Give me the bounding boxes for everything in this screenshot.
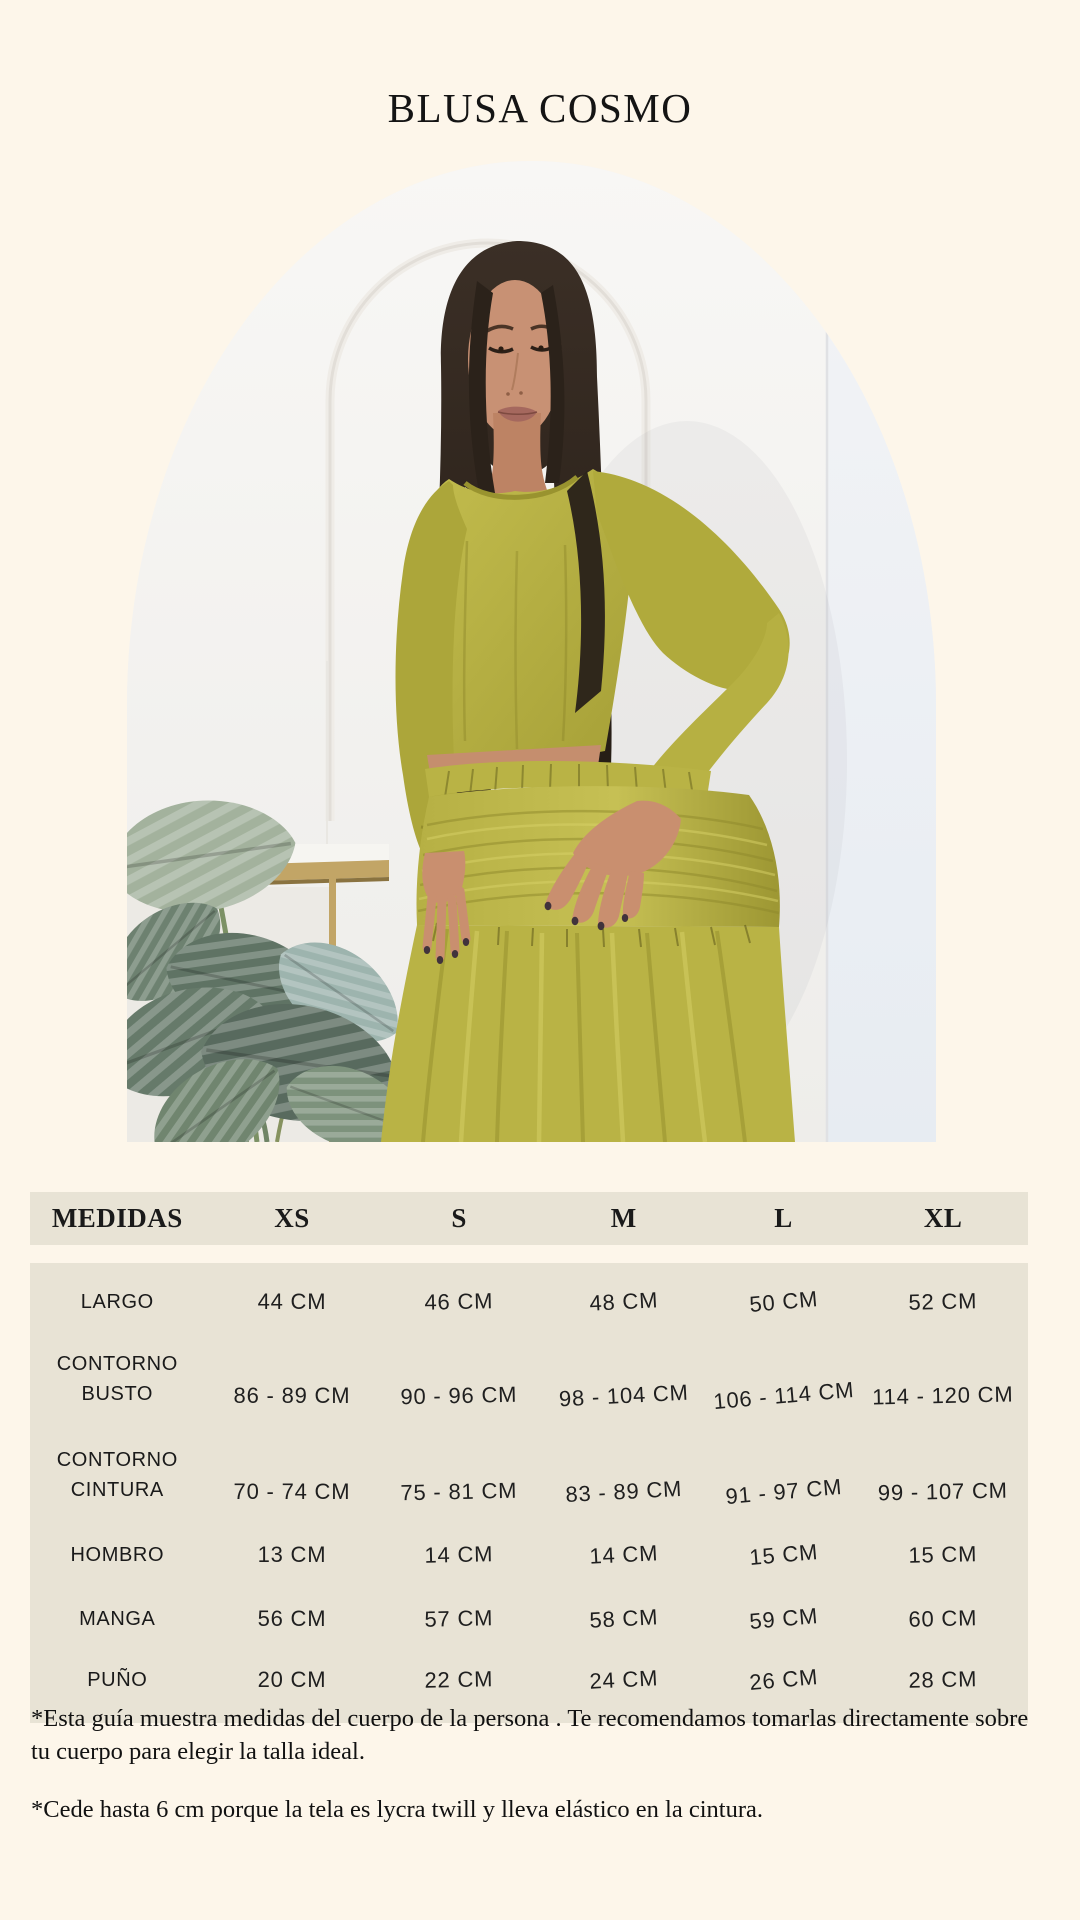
size-value: 15 CM (748, 1539, 819, 1570)
size-value: 60 CM (908, 1605, 978, 1632)
size-value: 28 CM (908, 1666, 978, 1693)
size-value: 52 CM (908, 1288, 978, 1315)
size-table-body (30, 1263, 1028, 1723)
size-value: 26 CM (748, 1664, 819, 1695)
size-label: HOMBRO (70, 1544, 165, 1566)
product-photo (127, 161, 936, 1142)
table-row (30, 1273, 1028, 1331)
size-value: 20 CM (257, 1667, 327, 1692)
size-label: LARGO (80, 1291, 154, 1313)
size-value: 75 - 81 CM (400, 1477, 518, 1506)
size-value: 46 CM (424, 1288, 494, 1315)
size-value: 56 CM (257, 1606, 327, 1631)
model-illustration (127, 161, 936, 1142)
header-s: S (451, 1203, 467, 1233)
size-table-header (30, 1192, 1028, 1245)
header-l: L (774, 1203, 793, 1233)
size-value: 86 - 89 CM (233, 1383, 351, 1408)
size-value: 57 CM (424, 1605, 494, 1632)
size-label: MANGA (79, 1608, 156, 1630)
header-xs: XS (274, 1203, 310, 1233)
size-value: 15 CM (908, 1541, 978, 1568)
size-value: 91 - 97 CM (724, 1473, 843, 1510)
size-label: CONTORNO BUSTO (56, 1353, 178, 1405)
table-row (30, 1587, 1028, 1651)
footnotes (31, 1703, 1047, 1826)
size-value: 13 CM (257, 1542, 327, 1567)
page-title: BLUSA COSMO (387, 85, 693, 131)
size-label: PUÑO (87, 1669, 148, 1691)
size-value: 83 - 89 CM (564, 1475, 683, 1508)
size-value: 22 CM (424, 1666, 494, 1693)
size-table (30, 1192, 1028, 1723)
size-value: 24 CM (588, 1665, 659, 1694)
size-value: 70 - 74 CM (233, 1479, 351, 1504)
header-m: M (610, 1203, 637, 1233)
table-row (30, 1427, 1028, 1523)
size-value: 59 CM (748, 1603, 819, 1634)
table-row (30, 1331, 1028, 1427)
header-medidas: MEDIDAS (51, 1203, 183, 1233)
size-value: 14 CM (424, 1541, 494, 1568)
size-value: 90 - 96 CM (400, 1381, 518, 1410)
header-xl: XL (923, 1203, 963, 1233)
footnote-fabric-stretch: *Cede hasta 6 cm porque la tela es lycra twill y lleva elástico en la cintura. (31, 1795, 763, 1823)
size-value: 106 - 114 CM (711, 1376, 855, 1415)
size-value: 98 - 104 CM (558, 1379, 690, 1412)
size-value: 14 CM (588, 1540, 659, 1569)
table-row (30, 1523, 1028, 1587)
size-value: 44 CM (257, 1289, 327, 1314)
size-value: 99 - 107 CM (877, 1477, 1009, 1506)
footnote-measure-advice: *Esta guía muestra medidas del cuerpo de la persona . Te recomendamos tomarlas directamente sobre tu cuerpo para elegir la talla ideal. (31, 1705, 1029, 1765)
size-label: CONTORNO CINTURA (56, 1449, 178, 1501)
size-value: 114 - 120 CM (872, 1381, 1014, 1410)
size-value: 48 CM (588, 1287, 659, 1316)
table-row (30, 1651, 1028, 1709)
size-value: 58 CM (588, 1604, 659, 1633)
size-value: 50 CM (748, 1286, 819, 1317)
